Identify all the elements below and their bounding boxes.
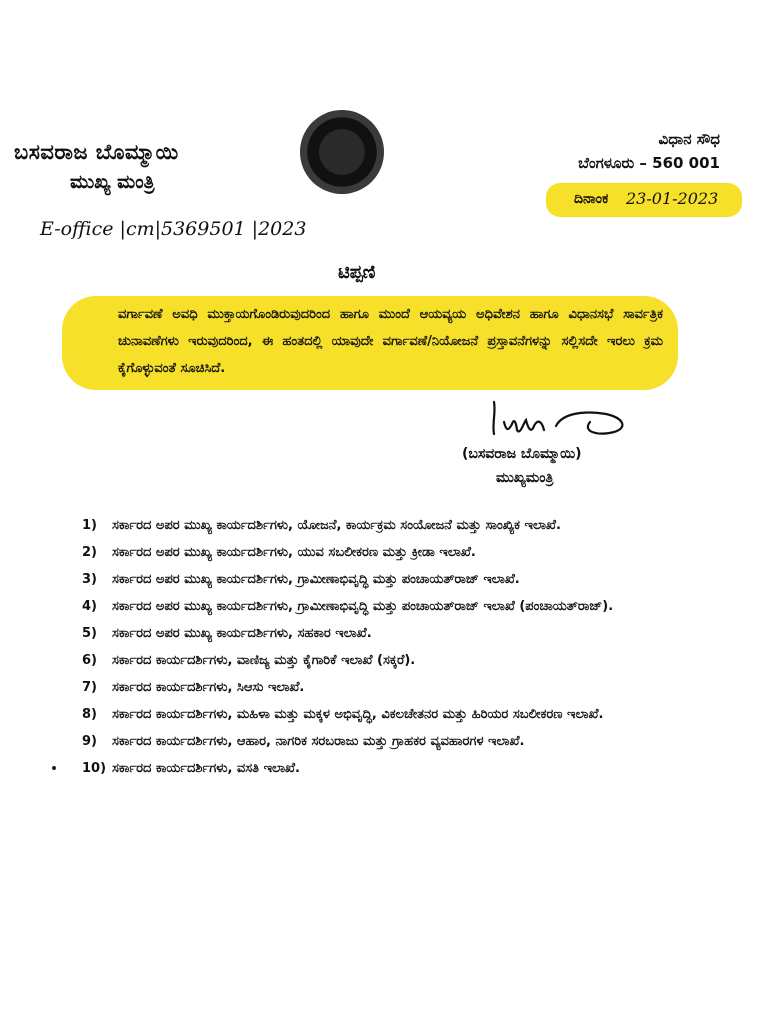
list-item-text: ಸರ್ಕಾರದ ಅಪರ ಮುಖ್ಯ ಕಾರ್ಯದರ್ಶಿಗಳು, ಸಹಕಾರ ಇಲಾಖೆ. bbox=[112, 626, 372, 641]
sender-block bbox=[14, 140, 179, 193]
note-text: ವರ್ಗಾವಣೆ ಅವಧಿ ಮುಕ್ತಾಯಗೊಂಡಿರುವುದರಿಂದ ಹಾಗೂ ಮುಂದೆ ಆಯವ್ಯಯ ಅಧಿವೇಶನ ಹಾಗೂ ವಿಧಾನಸಭೆ ಸಾರ್ವತ್ರಿಕ ಚುನಾವಣೆಗಳು ಇರುವುದರಿಂದ, ಈ ಹಂತದಲ್ಲಿ ಯಾವುದೇ ವರ್ಗಾವಣೆ/ನಿಯೋಜನೆ ಪ್ರಸ್ತಾವನೆಗಳನ್ನು ಸಲ್ಲಿಸದೇ ಇರಲು ಕ್ರಮ ಕೈಗೊಳ್ಳುವಂತೆ ಸೂಚಿಸಿದೆ. bbox=[118, 307, 663, 376]
list-item-number: 8) bbox=[82, 707, 97, 722]
list-item bbox=[82, 755, 682, 782]
sender-title: ಮುಖ್ಯ ಮಂತ್ರಿ bbox=[70, 171, 155, 193]
address-line-2: ಬೆಂಗಳೂರು – 560 001 bbox=[578, 154, 720, 172]
list-item-number: 2) bbox=[82, 545, 97, 560]
list-item-text: ಸರ್ಕಾರದ ಅಪರ ಮುಖ್ಯ ಕಾರ್ಯದರ್ಶಿಗಳು, ಗ್ರಾಮೀಣಾಭಿವೃದ್ಧಿ ಮತ್ತು ಪಂಚಾಯತ್‌ರಾಜ್ ಇಲಾಖೆ. bbox=[112, 572, 520, 587]
list-item bbox=[82, 647, 682, 674]
list-item-number: 6) bbox=[82, 653, 97, 668]
list-item-number: 1) bbox=[82, 518, 97, 533]
list-item bbox=[82, 674, 682, 701]
list-item-text: ಸರ್ಕಾರದ ಕಾರ್ಯದರ್ಶಿಗಳು, ವಾಣಿಜ್ಯ ಮತ್ತು ಕೈಗಾರಿಕೆ ಇಲಾಖೆ (ಸಕ್ಕರೆ). bbox=[112, 653, 416, 668]
list-item-text: ಸರ್ಕಾರದ ಕಾರ್ಯದರ್ಶಿಗಳು, ಸಿಆಸು ಇಲಾಖೆ. bbox=[112, 680, 305, 695]
page-title: ಟಿಪ್ಪಣಿ bbox=[338, 262, 376, 283]
list-item-text: ಸರ್ಕಾರದ ಅಪರ ಮುಖ್ಯ ಕಾರ್ಯದರ್ಶಿಗಳು, ಯೋಜನೆ, ಕಾರ್ಯಕ್ರಮ ಸಂಯೋಜನೆ ಮತ್ತು ಸಾಂಖ್ಯಿಕ ಇಲಾಖೆ. bbox=[112, 518, 561, 533]
address-block bbox=[560, 130, 720, 172]
list-item bbox=[82, 512, 682, 539]
signatory-name: (ಬಸವರಾಜ ಬೊಮ್ಮಾಯಿ) bbox=[462, 446, 582, 462]
signatory-title: ಮುಖ್ಯಮಂತ್ರಿ bbox=[496, 470, 554, 486]
date-label: ದಿನಾಂಕ bbox=[574, 191, 609, 207]
list-item bbox=[82, 539, 682, 566]
file-number: E-office |cm|5369501 |2023 bbox=[40, 218, 307, 240]
list-item-number: 4) bbox=[82, 599, 97, 614]
list-item-number: 5) bbox=[82, 626, 97, 641]
list-item-text: ಸರ್ಕಾರದ ಕಾರ್ಯದರ್ಶಿಗಳು, ವಸತಿ ಇಲಾಖೆ. bbox=[112, 761, 300, 776]
sender-name: ಬಸವರಾಜ ಬೊಮ್ಮಾಯಿ bbox=[14, 140, 179, 164]
list-item-number: 10) bbox=[82, 761, 107, 776]
list-item bbox=[82, 620, 682, 647]
state-emblem-seal bbox=[300, 110, 384, 194]
list-item-text: ಸರ್ಕಾರದ ಅಪರ ಮುಖ್ಯ ಕಾರ್ಯದರ್ಶಿಗಳು, ಗ್ರಾಮೀಣಾಭಿವೃದ್ಧಿ ಮತ್ತು ಪಂಚಾಯತ್‌ರಾಜ್ ಇಲಾಖೆ (ಪಂಚಾಯತ್‌ರಾಜ್). bbox=[112, 599, 614, 614]
address-line-1: ವಿಧಾನ ಸೌಧ bbox=[658, 130, 720, 148]
recipient-list bbox=[82, 512, 682, 782]
list-item-number: 7) bbox=[82, 680, 97, 695]
list-item-number: 3) bbox=[82, 572, 97, 587]
signature-image bbox=[486, 392, 636, 442]
list-item bbox=[82, 701, 682, 728]
list-item-text: ಸರ್ಕಾರದ ಕಾರ್ಯದರ್ಶಿಗಳು, ಆಹಾರ, ನಾಗರಿಕ ಸರಬರಾಜು ಮತ್ತು ಗ್ರಾಹಕರ ವ್ಯವಹಾರಗಳ ಇಲಾಖೆ. bbox=[112, 734, 525, 749]
stray-mark bbox=[52, 766, 56, 770]
list-item bbox=[82, 728, 682, 755]
list-item-number: 9) bbox=[82, 734, 97, 749]
list-item-text: ಸರ್ಕಾರದ ಅಪರ ಮುಖ್ಯ ಕಾರ್ಯದರ್ಶಿಗಳು, ಯುವ ಸಬಲೀಕರಣ ಮತ್ತು ಕ್ರೀಡಾ ಇಲಾಖೆ. bbox=[112, 545, 476, 560]
list-item-text: ಸರ್ಕಾರದ ಕಾರ್ಯದರ್ಶಿಗಳು, ಮಹಿಳಾ ಮತ್ತು ಮಕ್ಕಳ ಅಭಿವೃದ್ಧಿ, ವಿಕಲಚೇತನರ ಮತ್ತು ಹಿರಿಯರ ಸಬಲೀಕರಣ ಇಲಾಖೆ. bbox=[112, 707, 604, 722]
date-value: 23-01-2023 bbox=[626, 189, 719, 208]
date-highlight bbox=[546, 183, 742, 217]
list-item bbox=[82, 566, 682, 593]
list-item bbox=[82, 593, 682, 620]
